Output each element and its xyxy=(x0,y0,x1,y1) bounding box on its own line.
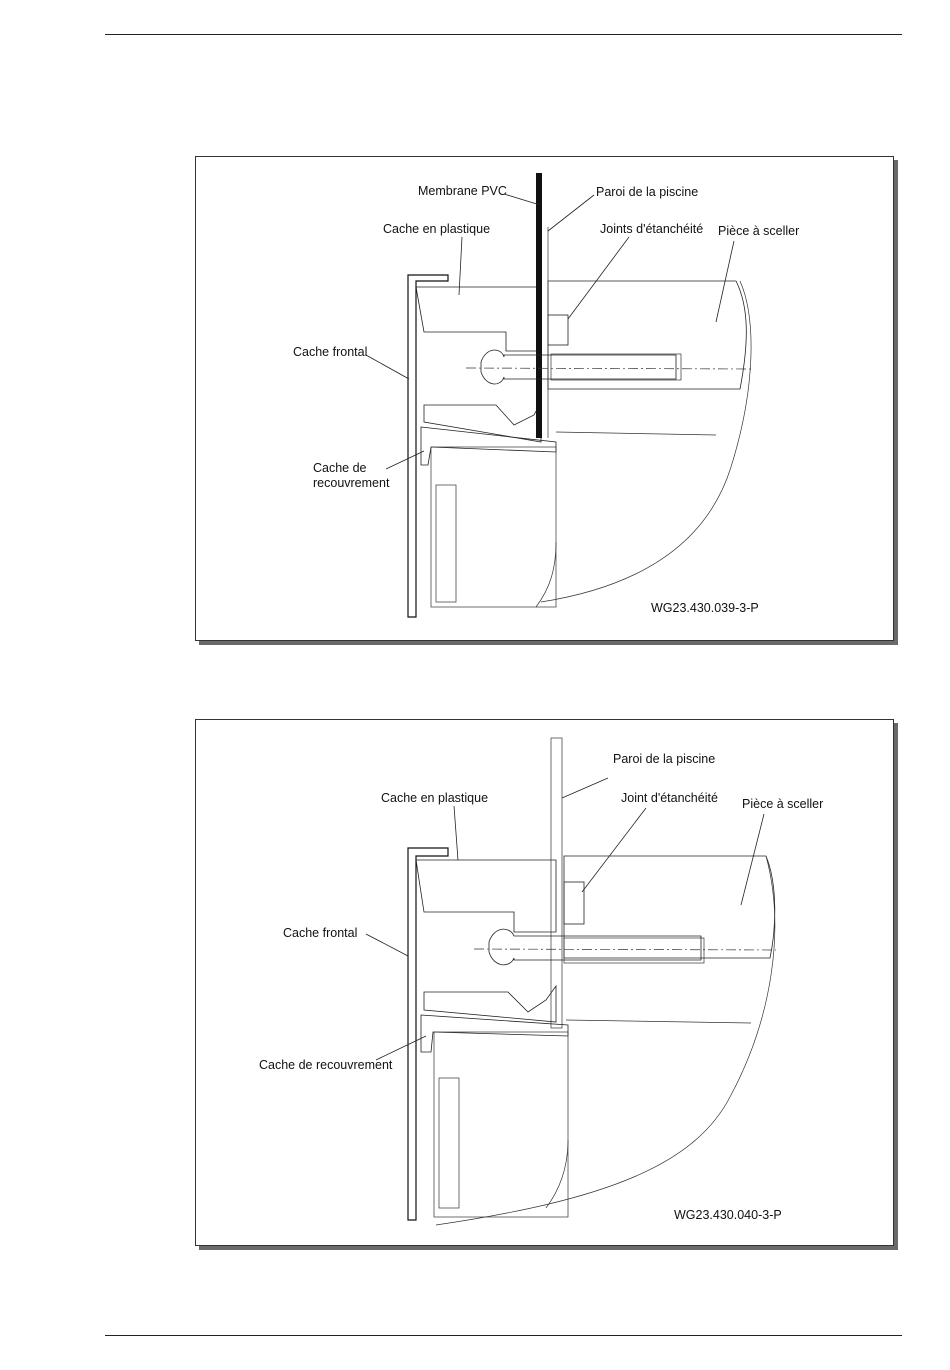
label-seal-2: Joint d'étanchéité xyxy=(621,791,718,805)
front-cover-shape xyxy=(408,275,448,617)
housing xyxy=(431,447,556,607)
label-cover-line1: Cache de xyxy=(313,461,367,475)
screw-bore xyxy=(551,354,681,380)
figure-1-code: WG23.430.039-3-P xyxy=(651,601,759,615)
label-front-cover: Cache frontal xyxy=(293,345,368,359)
sealing-part-shape xyxy=(548,281,746,389)
label-sealing-part: Pièce à sceller xyxy=(718,224,800,238)
sealing-part-shape-2 xyxy=(564,856,775,958)
label-membrane: Membrane PVC xyxy=(418,184,507,198)
label-cover-2: Cache de recouvrement xyxy=(259,1058,393,1072)
front-cover-shape-2 xyxy=(408,848,448,1220)
header-rule xyxy=(105,34,902,35)
label-seals: Joints d'étanchéité xyxy=(600,222,704,236)
figure-2-drawing xyxy=(196,720,893,1245)
pool-wall xyxy=(536,173,542,438)
plastic-cover-upper-2 xyxy=(416,860,556,932)
figure-2-code: WG23.430.040-3-P xyxy=(674,1208,782,1222)
label-front-cover-2: Cache frontal xyxy=(283,926,358,940)
sealing-part-outline xyxy=(541,281,751,602)
figure-1-drawing xyxy=(196,157,893,640)
figure-2-frame xyxy=(195,719,894,1246)
label-sealing-part-2: Pièce à sceller xyxy=(742,797,824,811)
seal-block-2 xyxy=(564,882,584,924)
label-plastic-cover-2: Cache en plastique xyxy=(381,791,489,805)
sealing-part-outline-2 xyxy=(436,856,775,1225)
seal-block xyxy=(548,315,568,345)
cover-ring-2 xyxy=(421,1015,568,1052)
label-wall: Paroi de la piscine xyxy=(596,185,699,199)
plastic-cover-upper xyxy=(416,287,541,351)
label-cover-line2: recouvrement xyxy=(313,476,390,490)
label-wall-2: Paroi de la piscine xyxy=(613,752,716,766)
label-plastic-cover: Cache en plastique xyxy=(383,222,491,236)
footer-rule xyxy=(105,1335,902,1336)
figure-1-frame xyxy=(195,156,894,641)
pool-wall-2 xyxy=(551,738,562,1028)
screw-2 xyxy=(489,929,701,965)
screw-bore-2 xyxy=(564,938,704,963)
plastic-cover-lower xyxy=(424,402,541,442)
housing-2 xyxy=(434,1032,568,1217)
screw xyxy=(481,350,676,384)
